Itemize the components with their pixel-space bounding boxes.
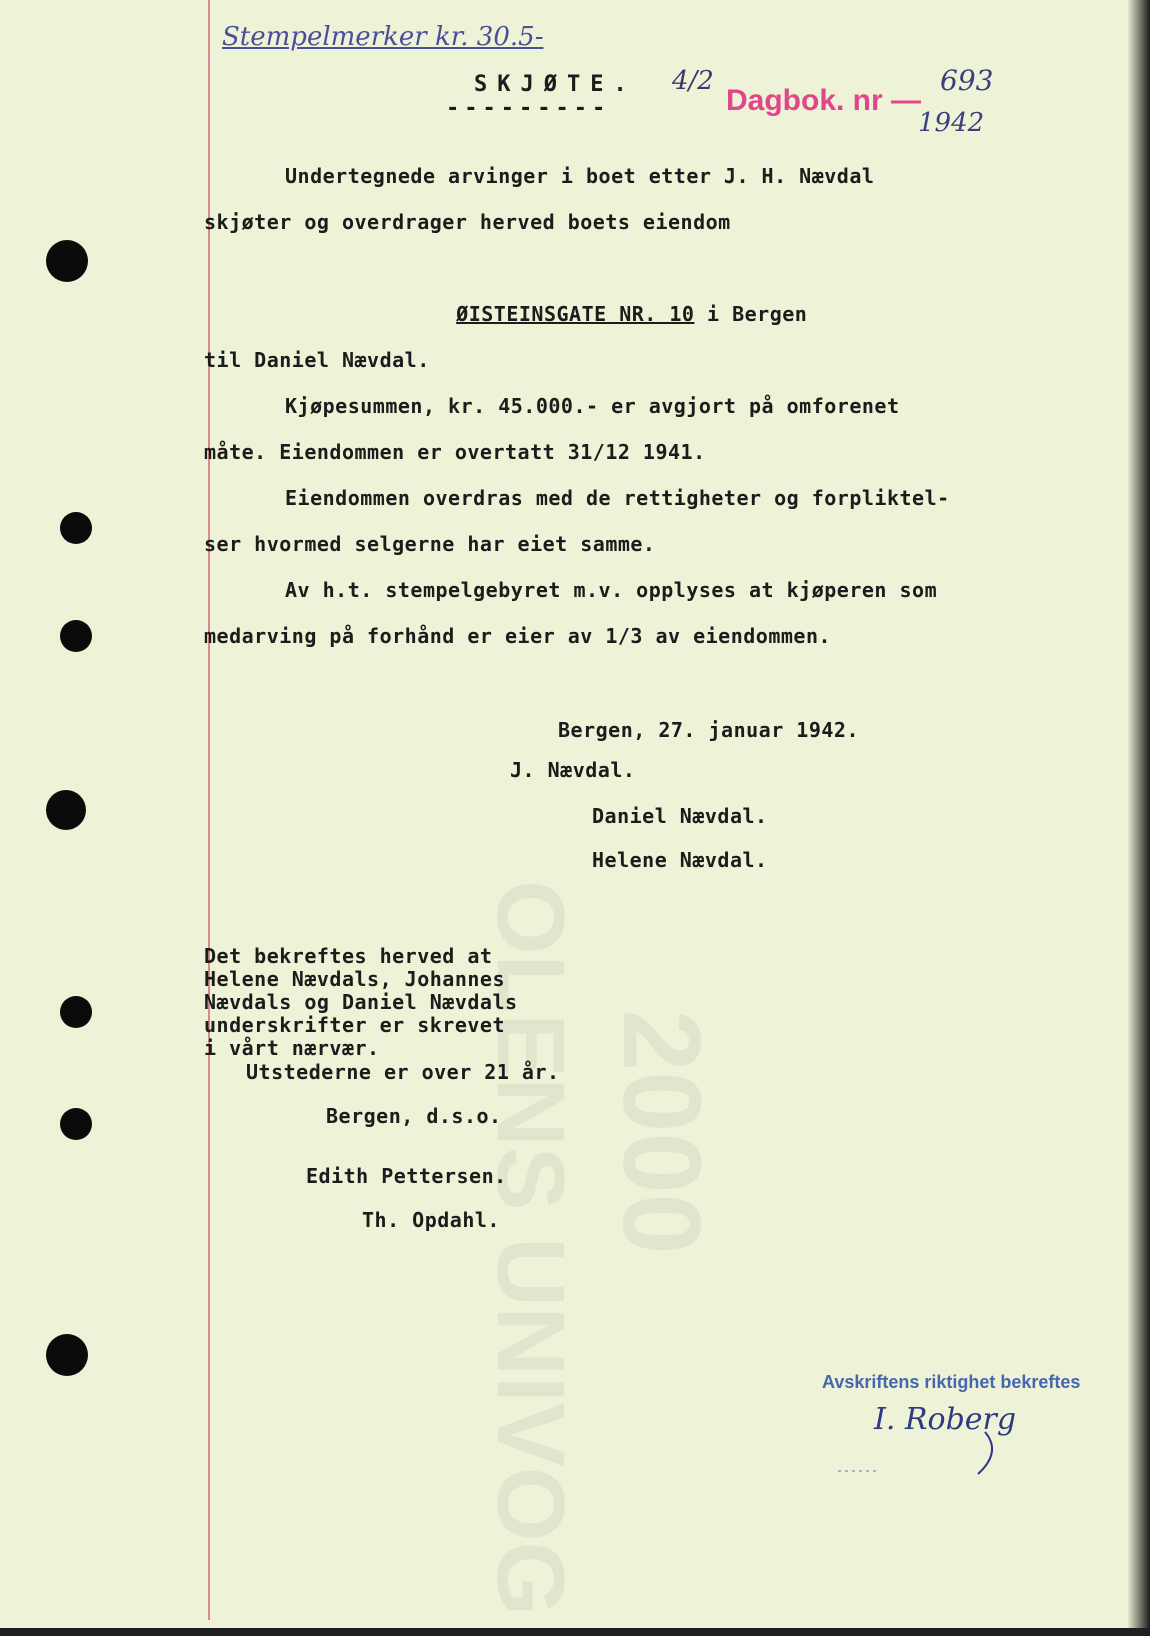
property-line [406, 278, 807, 350]
binder-hole [60, 1108, 92, 1140]
binder-hole [46, 240, 88, 282]
paragraph-3-line-1: Eiendommen overdras med de rettigheter og forpliktel- [285, 486, 950, 510]
title-dashes: --------- [446, 96, 611, 121]
signature-3: Helene Nævdal. [592, 848, 768, 872]
signature-1: J. Nævdal. [510, 758, 636, 782]
witness-line-3: Nævdals og Daniel Nævdals [204, 990, 518, 1014]
watermark-number: 2000 [600, 1010, 723, 1255]
document-title: SKJØTE. [474, 72, 637, 97]
margin-line [208, 0, 210, 1620]
witness-line-1: Det bekreftes herved at [204, 944, 493, 968]
paragraph-2-line-2: måte. Eiendommen er overtatt 31/12 1941. [204, 440, 706, 464]
binder-hole [60, 996, 92, 1028]
certification-signature: I. Roberg [874, 1402, 1017, 1437]
witness-line-2: Helene Nævdals, Johannes [204, 967, 505, 991]
property-city: i Bergen [694, 302, 808, 326]
binder-hole [60, 512, 92, 544]
binder-hole [46, 790, 86, 830]
signature-2: Daniel Nævdal. [592, 804, 768, 828]
certification-stamp: Avskriftens riktighet bekreftes [822, 1372, 1081, 1392]
witness-signature-2: Th. Opdahl. [362, 1208, 500, 1232]
paragraph-1-line-1: Undertegnede arvinger i boet etter J. H. Nævdal [285, 164, 875, 188]
paragraph-1-line-2: skjøter og overdrager herved boets eiendom [204, 210, 731, 234]
witness-line-4: underskrifter er skrevet [204, 1013, 505, 1037]
witness-line-5: i vårt nærvær. [204, 1036, 380, 1060]
stamp-note-handwritten: Stempelmerker kr. 30.5- [222, 22, 544, 52]
recipient-line: til Daniel Nævdal. [204, 348, 430, 372]
dagbok-year: 1942 [918, 108, 985, 138]
paragraph-4-line-1: Av h.t. stempelgebyret m.v. opplyses at kjøperen som [285, 578, 938, 602]
binder-hole [46, 1334, 88, 1376]
scan-edge-bottom [0, 1628, 1150, 1636]
paragraph-2-line-1: Kjøpesummen, kr. 45.000.- er avgjort på omforenet [285, 394, 900, 418]
dagbok-number: 693 [940, 64, 994, 97]
date-mark-handwritten: 4/2 [672, 66, 714, 96]
paragraph-3-line-2: ser hvormed selgerne har eiet samme. [204, 532, 656, 556]
witness-place: Bergen, d.s.o. [326, 1104, 502, 1128]
watermark-text: OLENS UNIVOG [477, 880, 584, 1617]
witness-signature-1: Edith Pettersen. [306, 1164, 507, 1188]
paragraph-4-line-2: medarving på forhånd er eier av 1/3 av eiendommen. [204, 624, 832, 648]
witness-line-6: Utstederne er over 21 år. [246, 1060, 560, 1084]
property-name: ØISTEINSGATE NR. 10 [456, 302, 695, 326]
scan-edge-right [1128, 0, 1150, 1636]
place-date: Bergen, 27. januar 1942. [558, 718, 859, 742]
binder-hole [60, 620, 92, 652]
dagbok-stamp: Dagbok. nr — [726, 84, 922, 117]
